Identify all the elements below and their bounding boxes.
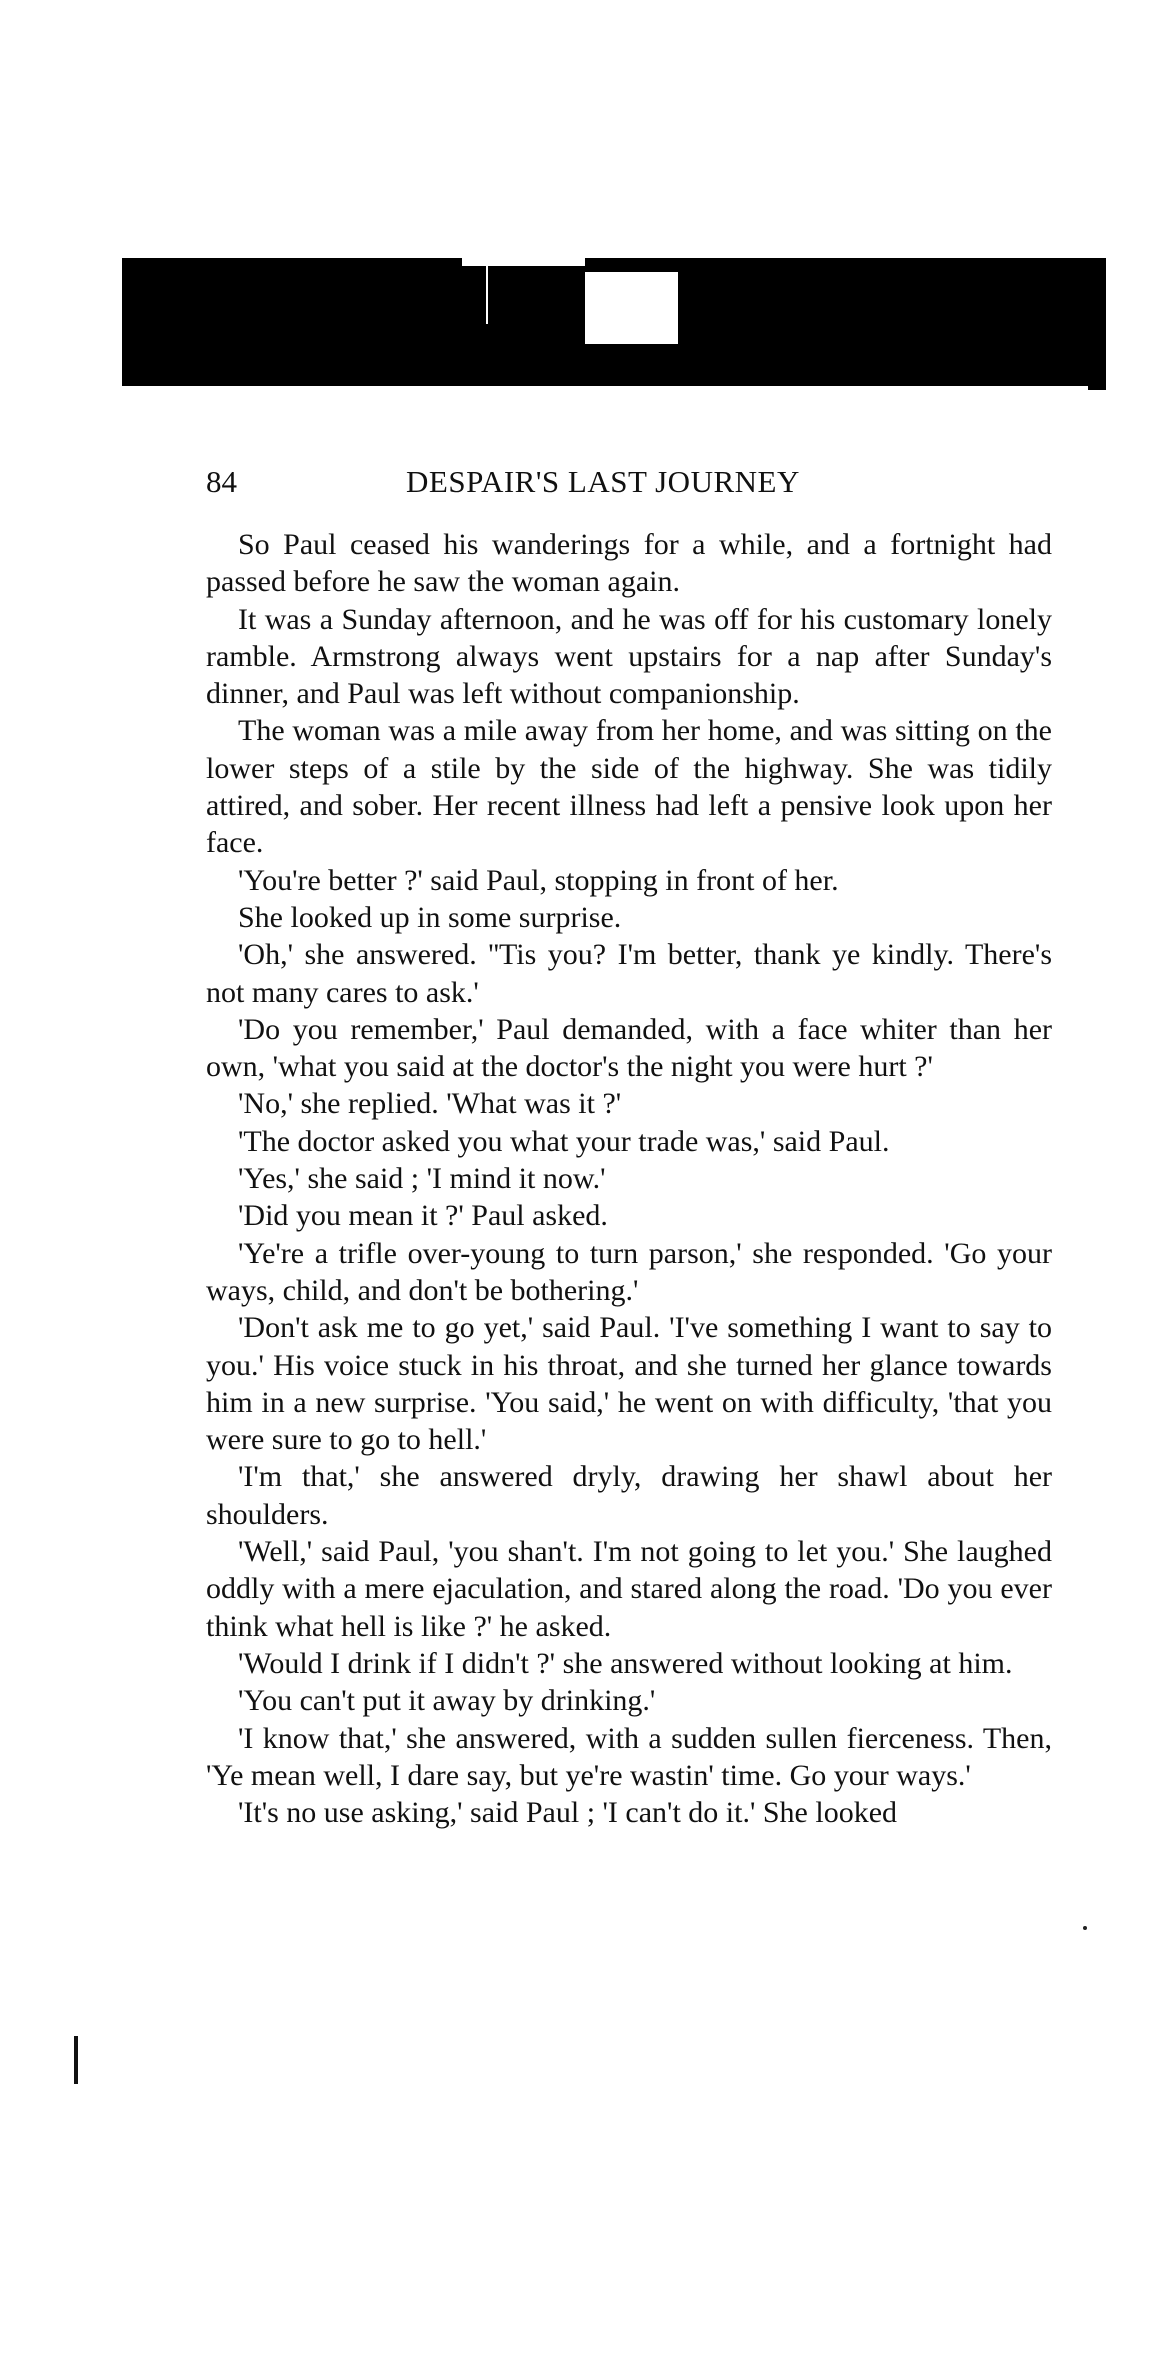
paragraph-11: 'Did you mean it ?' Paul asked. (238, 1199, 608, 1233)
margin-speck (1083, 1926, 1087, 1930)
paragraph-9: 'The doctor asked you what your trade was,' said Paul. (238, 1124, 890, 1158)
paragraph-3: The woman was a mile away from her home, and was sitting on the lower steps of a stile by the side of the highway. She was tidily attired, and sober. Her recent illness had left a pensive look upon her face. (206, 714, 1052, 860)
scan-band-tail (1088, 386, 1106, 390)
paragraph-10: 'Yes,' she said ; 'I mind it now.' (238, 1162, 606, 1196)
paragraph-6: 'Oh,' she answered. ''Tis you? I'm better, thank ye kindly. There's not many cares to ask.' (206, 938, 1052, 1009)
running-head: DESPAIR'S LAST JOURNEY (406, 464, 800, 499)
paragraph-13: 'Don't ask me to go yet,' said Paul. 'I've something I want to say to you.' His voice stuck in his throat, and she turned her glance towards him in a new surprise. 'You said,' he went on with difficulty, 'that you were sure to go to hell.' (206, 1311, 1052, 1457)
scan-band-line (486, 264, 488, 324)
body-text (206, 526, 1052, 1831)
scan-band-square (585, 272, 678, 344)
paragraph-18: 'I know that,' she answered, with a sudden sullen fierceness. Then, 'Ye mean well, I dare say, but ye're wastin' time. Go your ways.' (206, 1721, 1052, 1792)
paragraph-5: She looked up in some surprise. (238, 900, 622, 934)
paragraph-1: So Paul ceased his wanderings for a while, and a fortnight had passed before he saw the woman again. (206, 528, 1052, 599)
paragraph-7: 'Do you remember,' Paul demanded, with a face whiter than her own, 'what you said at the doctor's the night you were hurt ?' (206, 1012, 1052, 1084)
paragraph-17: 'You can't put it away by drinking.' (238, 1684, 656, 1718)
paragraph-4: 'You're better ?' said Paul, stopping in front of her. (238, 863, 839, 897)
paragraph-14: 'I'm that,' she answered dryly, drawing her shawl about her shoulders. (206, 1460, 1052, 1531)
scan-band-notch (462, 258, 585, 266)
page-header (206, 462, 1052, 502)
paragraph-16: 'Would I drink if I didn't ?' she answered without looking at him. (238, 1646, 1013, 1680)
margin-tick-mark (74, 2036, 78, 2084)
paragraph-8: 'No,' she replied. 'What was it ?' (238, 1087, 622, 1121)
paragraph-2: It was a Sunday afternoon, and he was off for his customary lonely ramble. Armstrong always went upstairs for a nap after Sunday's dinner, and Paul was left without companionship. (206, 602, 1052, 711)
paragraph-15: 'Well,' said Paul, 'you shan't. I'm not going to let you.' She laughed oddly with a mere ejaculation, and stared along the road. 'Do you ever think what hell is like ?' he asked. (206, 1535, 1052, 1643)
paragraph-19: 'It's no use asking,' said Paul ; 'I can't do it.' She looked (238, 1796, 898, 1830)
paragraph-12: 'Ye're a trifle over-young to turn parson,' she responded. 'Go your ways, child, and don't be bothering.' (206, 1236, 1052, 1307)
page-number: 84 (206, 464, 237, 499)
